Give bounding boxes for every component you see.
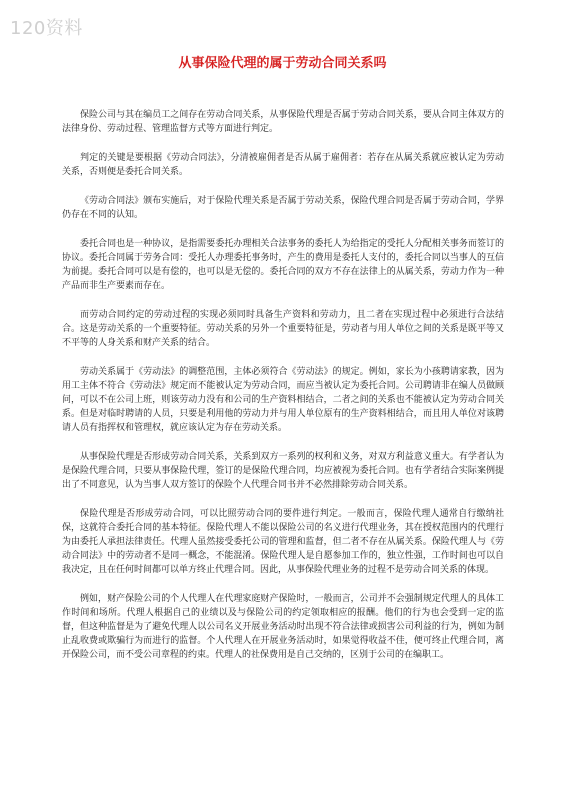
paragraph: 而劳动合同约定的劳动过程的实现必须同时具备生产资料和劳动力，且二者在实现过程中必须进行合法结合。这是劳动关系的一个重要特征。劳动关系的另外一个重要特征是，劳动者与用人单位之间的关系是既平等又不平等的人身关系和财产关系的结合。 (62, 310, 504, 348)
paragraph: 《劳动合同法》颁布实施后，对于保险代理关系是否属于劳动关系，保险代理合同是否属于劳动合同，学界仍存在不同的认知。 (62, 196, 504, 220)
document-title: 从事保险代理的属于劳动合同关系吗 (178, 56, 387, 71)
paragraph: 劳动关系属于《劳动法》的调整范围，主体必须符合《劳动法》的规定。例如，家长为小孩聘请家教，因为用工主体不符合《劳动法》规定而不能被认定为劳动合同，而应当被认定为委托合同。公司聘请非在编人员做顾问，可以不在公司上班，则该劳动力没有和公司的生产资料相结合，二者之间的关系也不能被认定为劳动合同关系。但是对临时聘请的人员，只要是利用他的劳动力并与用人单位原有的生产资料相结合，而且用人单位对该聘请人员有指挥权和管理权，就应该认定为存在劳动关系。 (62, 367, 504, 433)
watermark-logo: 120资料 (10, 18, 83, 39)
paragraph: 保险公司与其在编员工之间存在劳动合同关系，从事保险代理是否属于劳动合同关系，要从合同主体双方的法律身份、劳动过程、管理监督方式等方面进行判定。 (62, 110, 504, 134)
document-body (62, 108, 504, 677)
paragraph: 从事保险代理是否形成劳动合同关系，关系到双方一系列的权利和义务，对双方利益意义重大。有学者认为是保险代理合同，只要从事保险代理，签订的是保险代理合同，均应被视为委托合同。也有学者结合实际案例提出了不同意见，认为当事人双方签订的保险个人代理合同书并不必然排除劳动合同关系。 (62, 452, 504, 490)
paragraph: 判定的关键是要根据《劳动合同法》，分清被雇佣者是否从属于雇佣者：若存在从属关系就应被认定为劳动关系，否则便是委托合同关系。 (62, 153, 504, 177)
paragraph: 委托合同也是一种协议，是指需要委托办理相关合法事务的委托人为给指定的受托人分配相关事务而签订的协议。委托合同属于劳务合同：受托人办理委托事务时，产生的费用是委托人支付的，委托合同以当事人的互信为前提。委托合同可以是有偿的，也可以是无偿的。委托合同的双方不存在法律上的从属关系，劳动力作为一种产品而非生产要素而存在。 (62, 239, 504, 291)
paragraph: 例如，财产保险公司的个人代理人在代理家庭财产保险时，一般而言，公司并不会强制规定代理人的具体工作时间和场所。代理人根据自己的业绩以及与保险公司的约定领取相应的报酬。他们的行为也会受到一定的监督，但这种监督是为了避免代理人以公司名义开展业务活动时出现不符合法律或损害公司利益的行为，例如为制止乱收费或欺骗行为而进行的监督。个人代理人在开展业务活动时，如果觉得收益不佳，便可终止代理合同，离开保险公司，而不受公司章程的约束。代理人的社保费用是自己交纳的，区别于公司的在编职工。 (62, 594, 504, 660)
paragraph: 保险代理是否形成劳动合同，可以比照劳动合同的要件进行判定。一般而言，保险代理人通常自行缴纳社保，这就符合委托合同的基本特征。保险代理人不能以保险公司的名义进行代理业务，其在授权范围内的代理行为由委托人承担法律责任。代理人虽然接受委托公司的管理和监督，但二者不存在从属关系。保险代理人与《劳动合同法》中的劳动者不是同一概念，不能混淆。保险代理人是自愿参加工作的，独立性强，工作时间也可以自我决定，且在任何时间都可以单方终止代理合同。因此，从事保险代理业务的过程不是劳动合同关系的体现。 (62, 509, 504, 575)
